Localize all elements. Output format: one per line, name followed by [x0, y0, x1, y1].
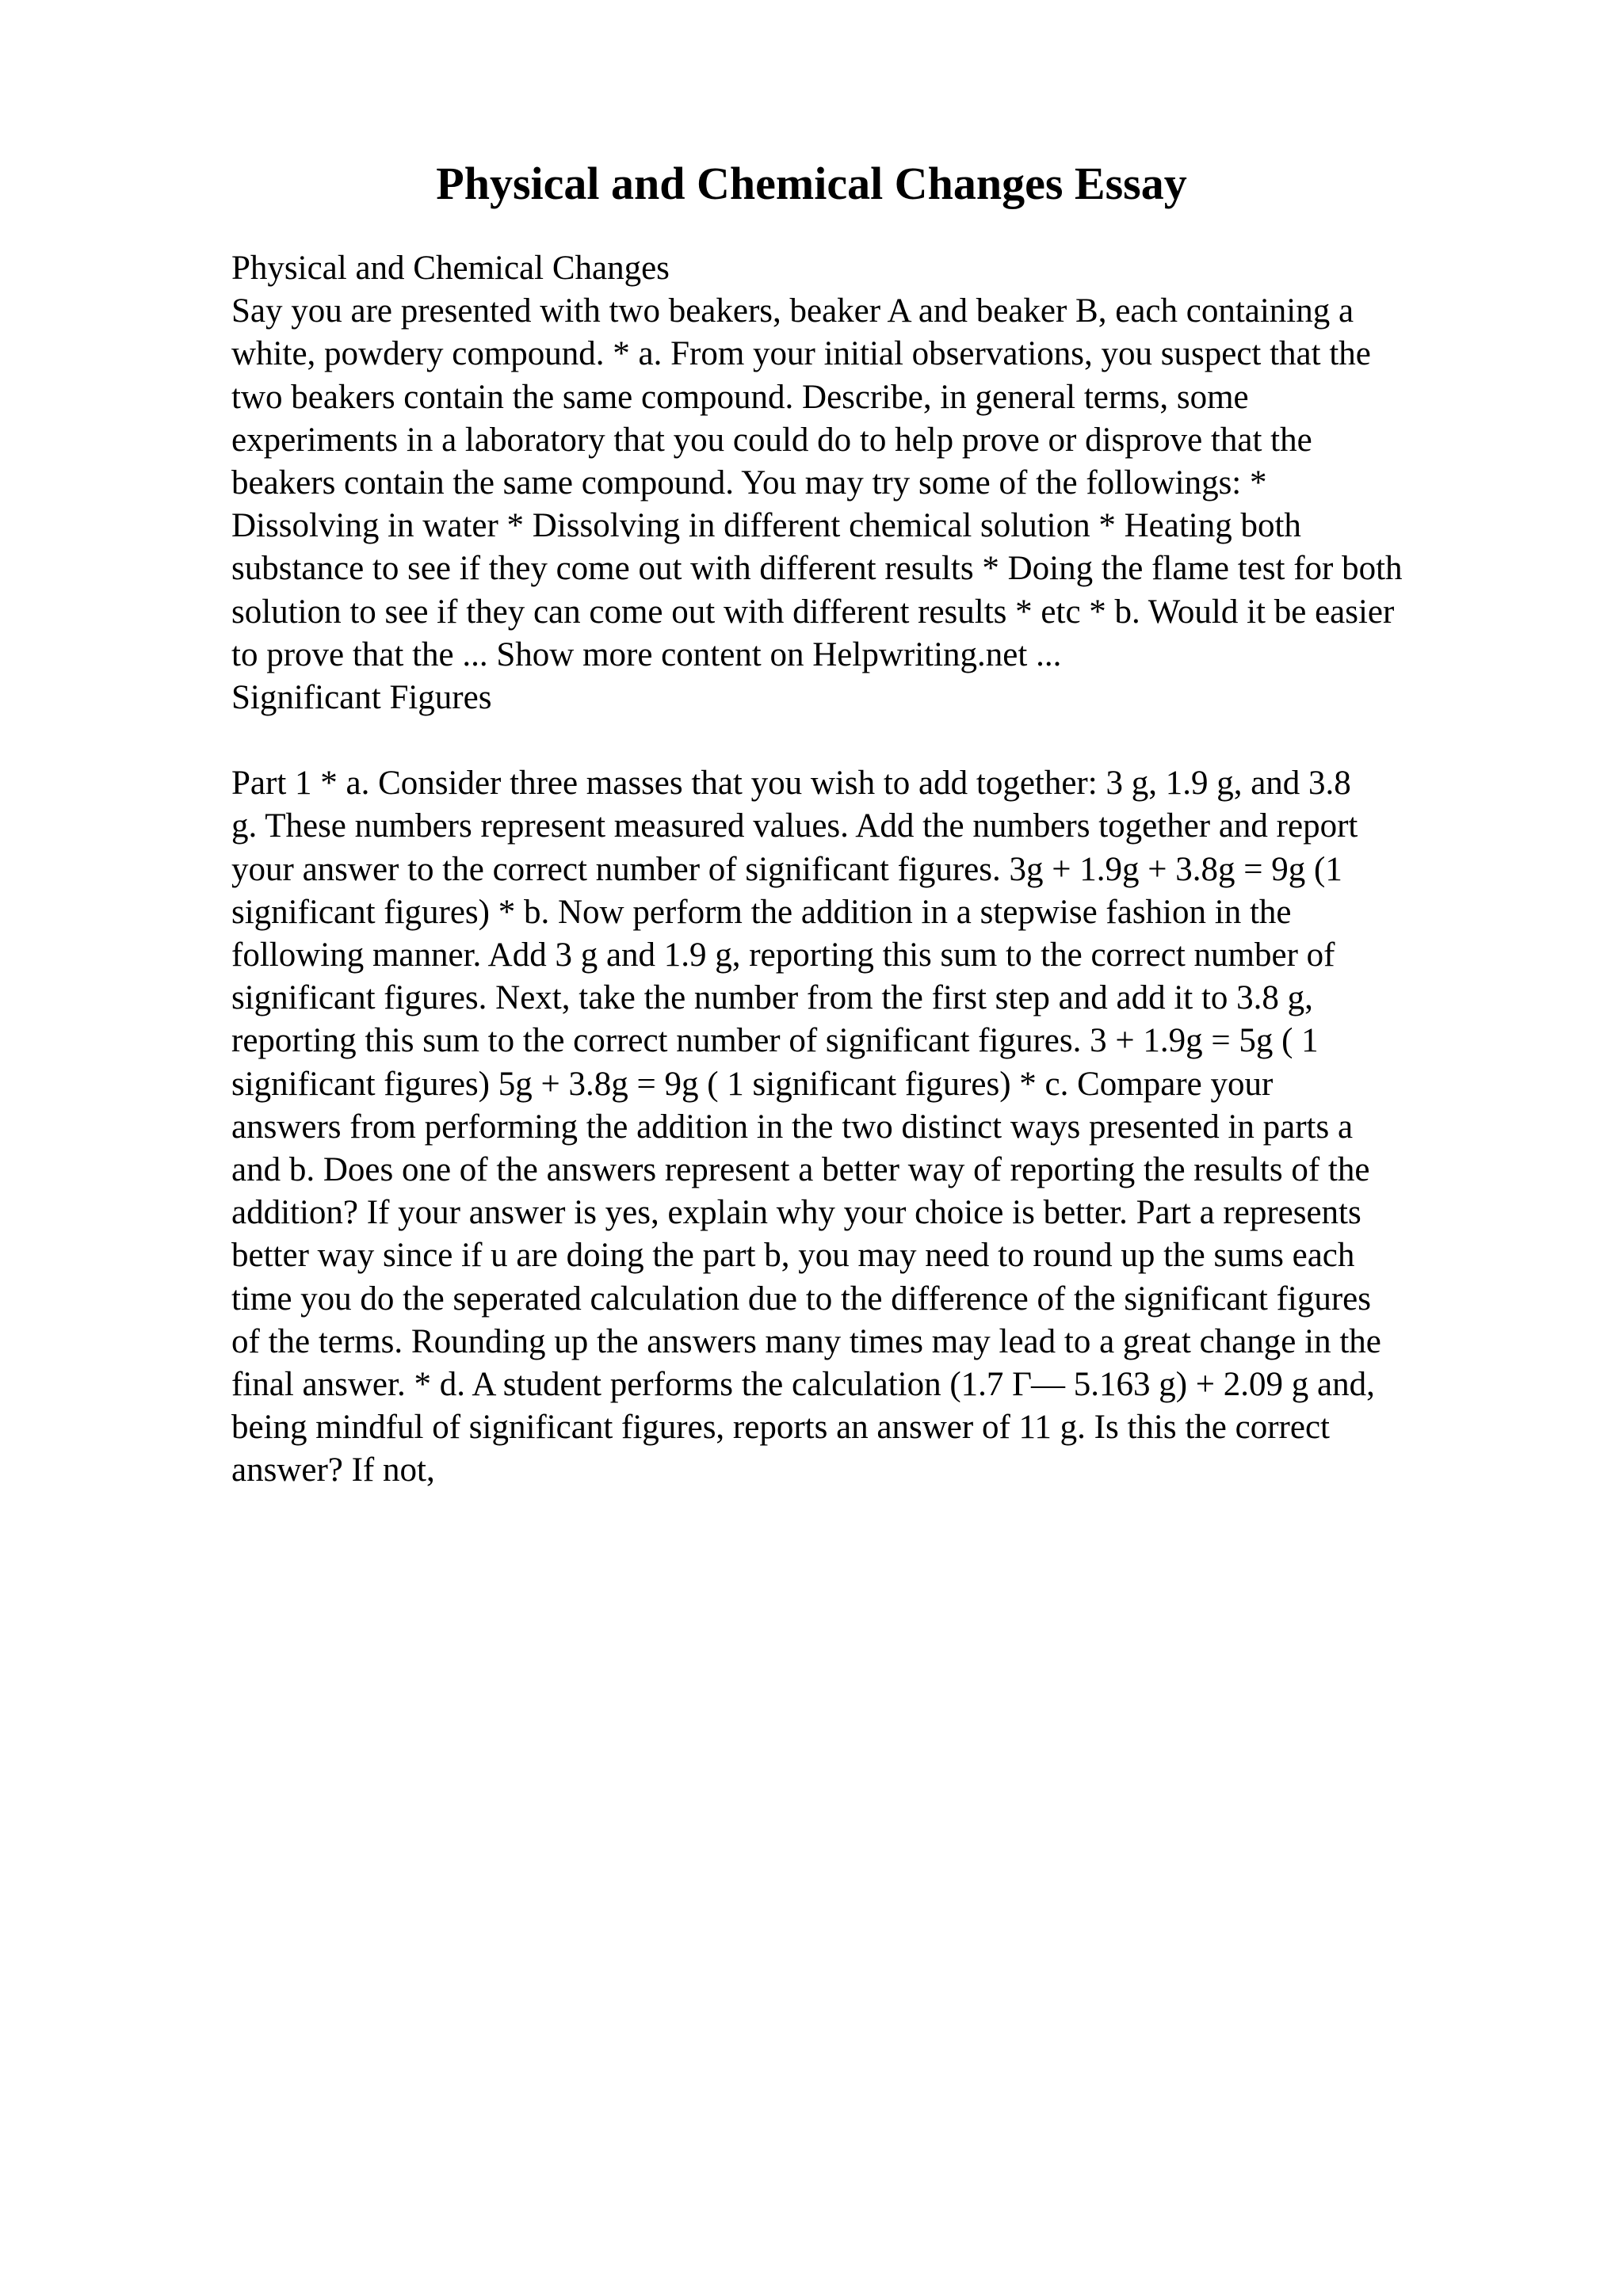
section-heading-physical-chemical-changes: Physical and Chemical Changes	[231, 250, 670, 287]
paragraph-line: Part 1 * a. Consider three masses that you wish to add together: 3 g, 1.9 g, and 3.8	[231, 765, 1351, 803]
paragraph-line: experiments in a laboratory that you could do to help prove or disprove that the	[231, 421, 1312, 459]
paragraph-line: solution to see if they can come out with different results * etc * b. Would it be easier	[231, 593, 1395, 631]
paragraph-line: white, powdery compound. * a. From your initial observations, you suspect that the	[231, 335, 1371, 373]
paragraph-line: g. These numbers represent measured values. Add the numbers together and report	[231, 807, 1358, 845]
section-heading-significant-figures: Significant Figures	[231, 678, 492, 716]
paragraph-line: addition? If your answer is yes, explain why your choice is better. Part a represents	[231, 1194, 1361, 1232]
paragraph-line: answers from performing the addition in the two distinct ways presented in parts a	[231, 1108, 1354, 1146]
paragraph-line: your answer to the correct number of significant figures. 3g + 1.9g + 3.8g = 9g (1	[231, 850, 1342, 888]
paragraph-line: significant figures. Next, take the number from the first step and add it to 3.8 g,	[231, 979, 1313, 1017]
paragraph-line: two beakers contain the same compound. Describe, in general terms, some	[231, 378, 1249, 416]
paragraph-line: significant figures) * b. Now perform the addition in a stepwise fashion in the	[231, 893, 1292, 931]
paragraph-line: final answer. * d. A student performs the calculation (1.7 Г— 5.163 g) + 2.09 g and,	[231, 1365, 1375, 1403]
paragraph-line: being mindful of significant figures, reports an answer of 11 g. Is this the correct	[231, 1409, 1330, 1447]
paragraph-line: of the terms. Rounding up the answers many times may lead to a great change in the	[231, 1322, 1381, 1360]
paragraph-line: and b. Does one of the answers represent a better way of reporting the results of the	[231, 1150, 1370, 1188]
paragraph-line: time you do the seperated calculation due to the difference of the significant figures	[231, 1280, 1371, 1318]
paragraph-line: Dissolving in water * Dissolving in different chemical solution * Heating both	[231, 507, 1301, 545]
paragraph-line: beakers contain the same compound. You may try some of the followings: *	[231, 463, 1267, 502]
paragraph-line: substance to see if they come out with different results * Doing the flame test for both	[231, 550, 1403, 588]
paragraph-line: better way since if u are doing the part b, you may need to round up the sums each	[231, 1237, 1355, 1275]
paragraph-line: reporting this sum to the correct number of significant figures. 3 + 1.9g = 5g ( 1	[231, 1022, 1319, 1060]
paragraph-line: following manner. Add 3 g and 1.9 g, reporting this sum to the correct number of	[231, 936, 1335, 974]
paragraph-line: significant figures) 5g + 3.8g = 9g ( 1 significant figures) * c. Compare your	[231, 1065, 1274, 1103]
paragraph-line: Say you are presented with two beakers, beaker A and beaker B, each containing a	[231, 292, 1354, 330]
paragraph-line: answer? If not,	[231, 1451, 435, 1489]
paragraph-line: to prove that the ... Show more content on Helpwriting.net ...	[231, 635, 1062, 673]
document-title: Physical and Chemical Changes Essay	[436, 158, 1187, 209]
document-body	[231, 247, 1515, 1492]
paragraph-spacer	[231, 719, 1515, 762]
